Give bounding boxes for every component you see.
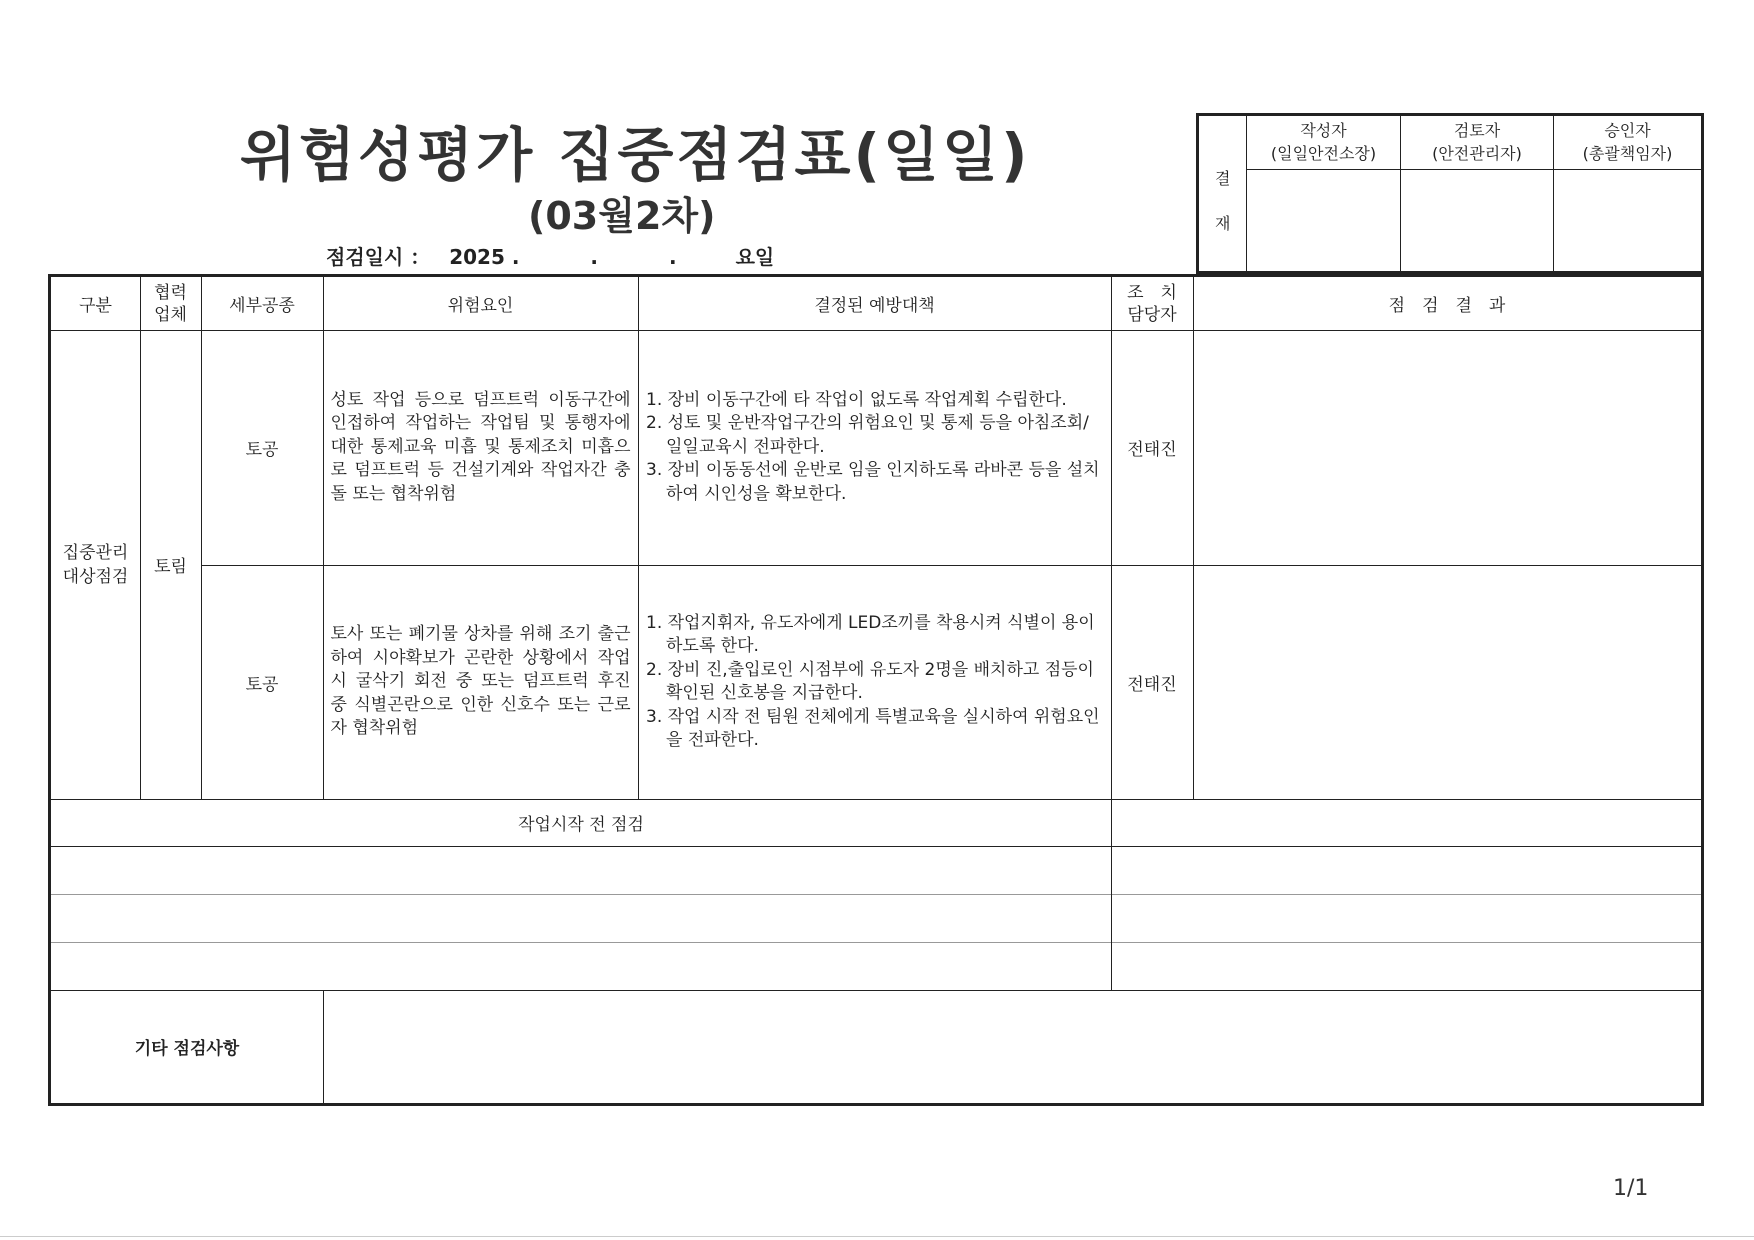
row1-measure-1: 1. 장비 이동구간에 타 작업이 없도록 작업계획 수립한다.	[646, 389, 1067, 410]
date-label: 점검일시 ：	[326, 245, 431, 269]
row2-measure-3: 3. 작업 시작 전 팀원 전체에게 특별교육을 실시하여 위험요인을 전파한다.	[646, 706, 1100, 750]
pre-work-result[interactable]	[1111, 799, 1701, 990]
row1-subprocess: 토공	[245, 440, 279, 460]
approval-writer-header	[1247, 116, 1400, 170]
row2-subprocess: 토공	[245, 674, 279, 695]
document-title: 위험성평가 집중점검표(일일)	[240, 121, 1031, 189]
header-partner: 협력 업체	[154, 282, 187, 325]
header-subprocess: 세부공종	[229, 296, 295, 316]
approval-approver-header	[1554, 116, 1701, 170]
pre-work-line-2[interactable]	[51, 894, 1111, 942]
date-year: 2025 .	[449, 245, 520, 269]
pre-work-line-1[interactable]	[51, 846, 1111, 894]
other-items-field[interactable]	[323, 990, 1701, 1103]
document-subtitle: (03월2차)	[528, 194, 716, 238]
row2-measures-cell	[638, 565, 1111, 799]
approval-approver-role: 승인자	[1604, 121, 1651, 140]
approval-box	[1196, 113, 1704, 274]
approval-reviewer-header	[1401, 116, 1553, 170]
row1-result[interactable]	[1193, 330, 1701, 565]
inspection-date-line	[326, 241, 774, 270]
row2-manager: 전태진	[1127, 674, 1177, 695]
row2-hazard-cell	[323, 565, 638, 799]
partner-cell: 토림	[154, 557, 187, 577]
approval-writer-column	[1247, 116, 1401, 271]
row1-hazard: 성토 작업 등으로 덤프트럭 이동구간에 인접하여 작업하는 작업팀 및 통행자에 대한 통제교육 미흡 및 통제조치 미흡으로 덤프트럭 등 건설기계와 작업자간 충돌 또는 협착위험	[330, 389, 631, 504]
date-weekday-label: 요일	[735, 245, 775, 269]
header-measures: 결정된 예방대책	[814, 296, 935, 316]
other-items-label: 기타 점검사항	[134, 1039, 240, 1059]
approval-side-label	[1199, 116, 1247, 271]
header-category: 구분	[79, 296, 112, 316]
approval-reviewer-column	[1401, 116, 1554, 271]
approval-writer-role: 작성자	[1300, 121, 1347, 140]
row1-measure-3: 3. 장비 이동동선에 운반로 임을 인지하도록 라바콘 등을 설치하여 시인성을 확보한다.	[646, 460, 1100, 504]
approval-reviewer-title: (안전관리자)	[1432, 144, 1522, 163]
date-month-dot: .	[590, 245, 599, 269]
row1-measure-2: 2. 성토 및 운반작업구간의 위험요인 및 통제 등을 아침조회/일일교육시 전파한다.	[646, 413, 1089, 457]
header-manager: 조 치 담당자	[1127, 282, 1177, 325]
row1-hazard-cell	[323, 330, 638, 565]
inspection-table	[48, 274, 1704, 1106]
row2-hazard: 토사 또는 폐기물 상차를 위해 조기 출근하여 시야확보가 곤란한 상황에서 작업시 굴삭기 회전 중 또는 덤프트럭 후진 중 식별곤란으로 인한 신호수 또는 근로자 협착위험	[330, 624, 631, 739]
row2-result[interactable]	[1193, 565, 1701, 799]
header-result: 점 검 결 과	[1388, 296, 1506, 316]
pre-work-label: 작업시작 전 점검	[518, 815, 644, 835]
page-bottom-rule	[0, 1236, 1754, 1237]
approval-side-bottom: 재	[1215, 214, 1231, 233]
header-hazard: 위험요인	[447, 296, 514, 316]
approval-reviewer-role: 검토자	[1453, 121, 1501, 140]
row2-measure-2: 2. 장비 진,출입로인 시점부에 유도자 2명을 배치하고 점등이 확인된 신호봉을 지급한다.	[646, 659, 1094, 703]
row1-manager: 전태진	[1127, 440, 1177, 460]
approval-writer-title: (일일안전소장)	[1270, 144, 1377, 163]
approval-approver-column	[1554, 116, 1701, 271]
row2-measure-1: 1. 작업지휘자, 유도자에게 LED조끼를 착용시켜 식별이 용이하도록 한다.	[646, 612, 1095, 656]
page-number: 1/1	[1613, 1176, 1649, 1201]
approval-side-top: 결	[1215, 169, 1231, 188]
approval-approver-title: (총괄책임자)	[1582, 144, 1673, 163]
category-cell: 집중관리 대상점검	[62, 542, 129, 587]
row1-measures-cell	[638, 330, 1111, 565]
pre-work-line-3[interactable]	[51, 942, 1111, 990]
date-day-dot: .	[669, 245, 677, 269]
